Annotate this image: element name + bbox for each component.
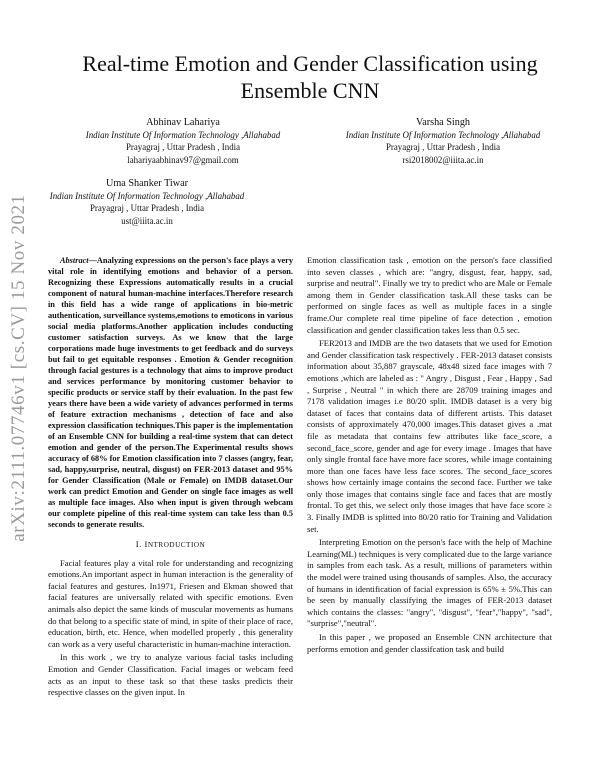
author-name: Varsha Singh (415, 117, 471, 128)
left-column (48, 255, 293, 699)
author-affiliation: Indian Institute Of Information Technology ,Allahabad (345, 130, 541, 140)
author-email: ust@iiita.ac.in (121, 215, 173, 226)
body-paragraph: In this paper , we proposed an Ensemble CNN architecture that performs emotion and gender classifcation task and build (307, 632, 552, 654)
author-email: rsi2018002@iiita.ac.in (402, 154, 484, 165)
author-name: Abhinav Lahariya (146, 117, 220, 128)
body-paragraph: Interpreting Emotion on the person's face with the help of Machine Learning(ML) techniques is very complicated due to the large variance in samples from each task. As a result, millions of parameters within the model were trained using thousands of samples. Also, the accuracy of humans in identification of facial expression is 65% ± 5%.This can be seen by manually classifying the images of FER-2013 dataset which contains the classes: "angry", "disgust", "fear","happy", "sad", "surprise","neutral". (307, 537, 552, 629)
author-affiliation: Indian Institute Of Information Technology ,Allahabad (85, 130, 281, 140)
intro-paragraph: In this work , we try to analyze various facial tasks including Emotion and Gender Classification. Facial images or webcam feed acts as an input to these task so that these tasks predicts their respective classes on the given input. In (48, 652, 293, 698)
author-block-3 (22, 177, 272, 227)
paper-title: Real-time Emotion and Gender Classification using Ensemble CNN (82, 51, 538, 103)
author-location: Prayagraj , Uttar Pradesh , India (385, 142, 501, 153)
author-block-2 (318, 116, 568, 166)
abstract-text: —Analyzing expressions on the person's face plays a very vital role in identifying emotions and behavior of a person. Recognizing these Expressions automatically results in a crucial component of natural human-machine interfaces.Therefore research in this field has a wide range of applications in bio-metric authentication, surveillance systems,emotions to emoticons in various social media platforms.Another application includes conducting customer satisfaction surveys. As we know that the large corporations made huge investments to get feedback and do surveys but fail to get equitable responses . Emotion & Gender recognition through facial gestures is a technology that aims to improve product and services performance by monitoring customer behavior to specific products or service staff by their evaluation. In the past few years there have been a wide variety of advances performed in terms of feature extraction mechanisms , detection of face and also expression classification techniques.This paper is the implementation of an Ensemble CNN for building a real-time system that can detect emotion and gender of the person.The Experimental results shows accuracy of 68% for Emotion classification into 7 classes (angry, fear, sad, happy,surprise, neutral, disgust) on FER-2013 dataset and 95% for Gender Classification (Male or Female) on IMDB dataset.Our work can predict Emotion and Gender on single face images as well as multiple face images. Also when input is given through webcam our complete pipeline of this real-time system can take less than 0.5 seconds to generate results. (48, 256, 293, 529)
author-name: Uma Shanker Tiwar (105, 178, 189, 189)
author-affiliation: Indian Institute Of Information Technology ,Allahabad (49, 191, 245, 201)
abstract-label: Abstract (60, 256, 89, 265)
author-block-1 (58, 116, 308, 166)
abstract (48, 255, 293, 530)
author-location: Prayagraj , Uttar Pradesh , India (125, 142, 241, 153)
arxiv-identifier: arXiv:2111.07746v1 [cs.CV] 15 Nov 2021 (8, 194, 29, 542)
body-paragraph: FER2013 and IMDB are the two datasets that we used for Emotion and Gender classification task respectively . FER-2013 dataset consists information about 35,887 grayscale, 48x48 sized face images with 7 emotions ,which are labeled as : " Angry , Disgust , Fear , Happy , Sad , Surprise , Neutral " in which there are 28709 training images and 7178 validation images i.e 80/20 split. IMDB dataset is a very big dataset of faces that contains data of different artists. This dataset consists of approximately 470,000 images.This dataset gives a .mat file as metadata that contains few attributes like face_score, a second_face_score, gender and age for every image . Images that have only single frontal face have more face scores, while image containing more than one faces have less face scores. The second_face_scores shows how certainly image contains the second face. Further we take only those images that contains single face and faces that are mostly frontal. To get this, we select only those images that have face score ≥ 3. Finally IMDB is splitted into 80/20 ratio for Training and Validation set. (307, 338, 552, 534)
intro-paragraph: Facial features play a vital role for understanding and recognizing emotions.An important aspect in human interaction is the generality of facial features and gestures. In1971, Friesen and Ekman showed that facial features are universally related with specific emotions. Even animals also depict the same kinds of muscular movements as humans do that belong to a specific state of mind, in spite of their place of race, education, birth, etc. Hence, when modelled properly , this generality can work as a very useful characteristic in human-machine interaction. (48, 557, 293, 649)
section-heading-introduction: I. INTRODUCTION (135, 539, 206, 549)
body-paragraph: Emotion classification task , emotion on the person's face classified into seven classes , which are: "angry, disgust, fear, happy, sad, surprise and neutral". Finally we try to predict who are Male or Female among them in Gender classification task.All these tasks can be performed on single faces as well as multiple faces in a single frame.Our complete real time pipeline of face detection , emotion classification and gender classification takes less than 0.5 sec. (307, 255, 552, 335)
author-email: lahariyaabhinav97@gmail.com (127, 154, 239, 165)
author-location: Prayagraj , Uttar Pradesh , India (89, 203, 205, 214)
right-column (307, 255, 552, 655)
